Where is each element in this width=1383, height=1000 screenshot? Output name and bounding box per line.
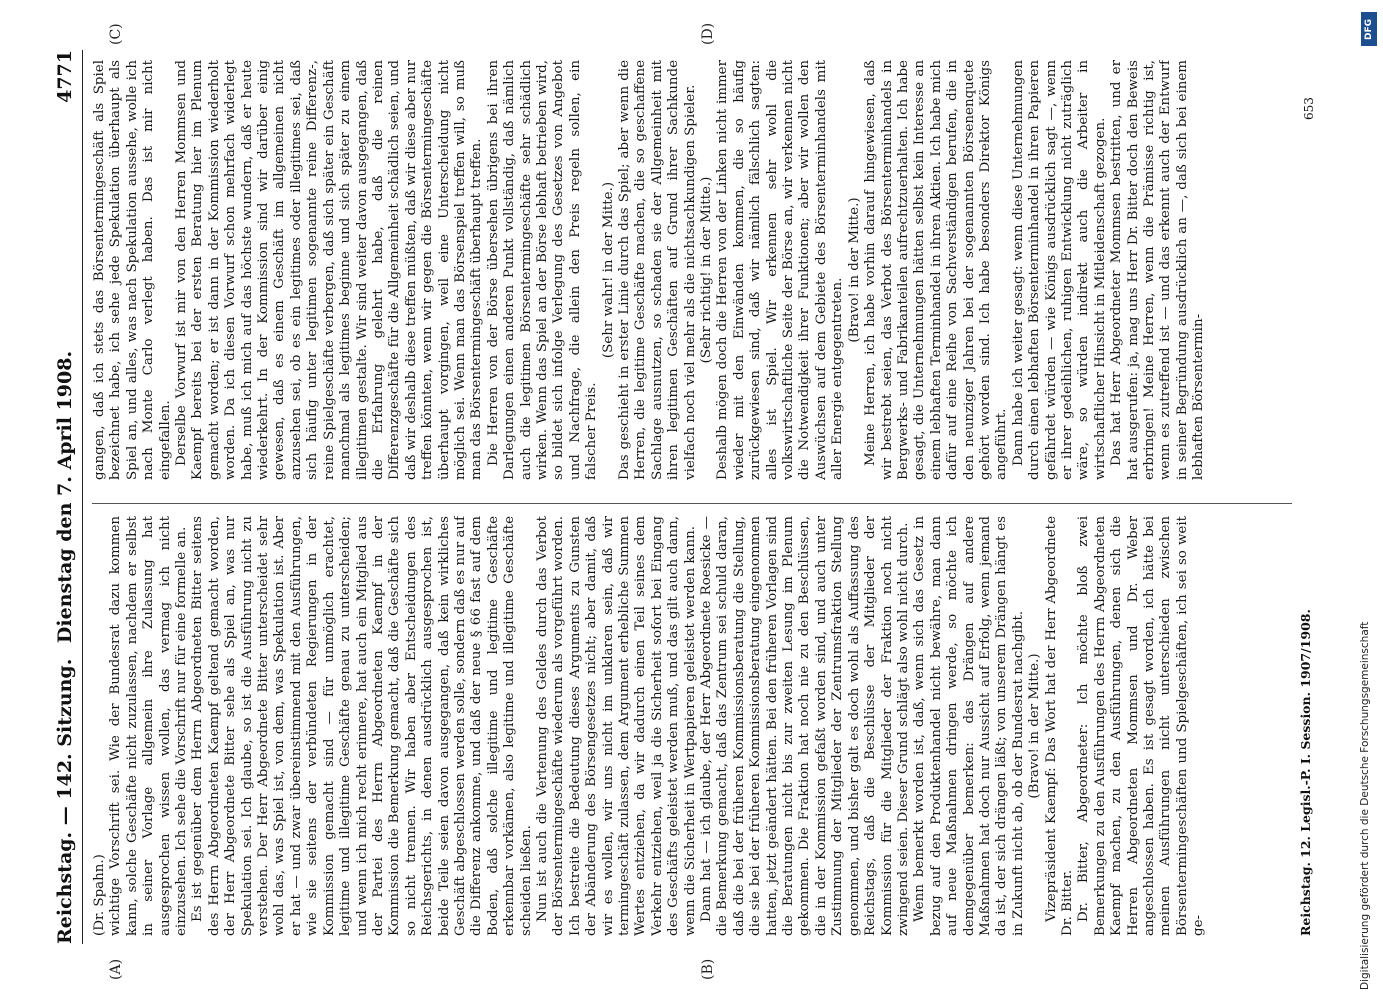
left-paragraph-2: Es ist gegenüber dem Herrn Abgeordneten Bitter seitens des Herrn Abgeordneten Kaempf geltend gemacht worden, der Herr Abgeordnete Bitter sehe als Spiel an, was nur Spekulation sei. Ich glaube, so ist die Ausführung nicht zu verstehen. Der Herr Abgeordnete Bitter unterscheidet sehr wohl das, was Spiel ist, von dem, was Spekulation ist. Aber er hat — und zwar übereinstimmend mit den Ausführungen, wie sie seitens der verbündeten Regierungen in der Kommission gemacht sind — für unmöglich erachtet, legitime und illegitime Geschäfte genau zu unterscheiden; und wenn ich mich recht erinnere, hat auch ein Mitglied aus der Partei des Herrn Abgeordneten Kaempf in der Kommission die Bemerkung gemacht, daß die Geschäfte sich so nicht trennen. Wir haben aber Entscheidungen des Reichsgerichts, in denen ausdrücklich ausgesprochen ist, beide Teile seien davon ausgegangen, daß kein wirkliches Geschäft abgeschlossen werden solle, sondern daß es nur auf die Differenz ankomme, und daß der neue § 66 fast auf dem Boden, daß solche illegitime und legitime Geschäfte erkennbar vorkämen, also legitime und illegitime Geschäfte scheiden ließen. bbox=[190, 516, 534, 936]
digitization-credit bbox=[1355, 6, 1383, 1000]
right-paragraph-8: Das hat Herr Abgeordneter Mommsen bestritten, und er hat ausgerufen: ja, mag uns Herr Dr. Bitter doch den Beweis erbringen! Meine Herren, wenn die Prämisse richtig ist, wenn es zutreffend ist — und das erkennt auch der Entwurf in seiner Begründung ausdrücklich an —, daß sich bei einem lebhaften Börsentermin- bbox=[1109, 60, 1207, 480]
credit-text: Digitalisierung gefördert durch die Deutsche Forschungsgemeinschaft bbox=[1359, 621, 1371, 990]
left-paragraph-3: Nun ist auch die Vertenung des Geldes durch das Verbot der Börsentermingeschäfte wiederum als vorgeführt worden. Ich bestreite die Bedeutung dieses Arguments zu Gunsten der Abänderung des Börsengesetzes nicht; aber damit, daß wir es wollen, wir uns nicht im unklaren sein, daß wir termingeschäft zulassen, dem Argument erhebliche Summen Wertes entziehen, da wir dadurch einen Teil seines dem Verkehr entziehen, weil ja die Sicherheit sofort bei Eingang des Geschäfts geleistet werden muß, und das gilt auch dann, wenn die Sicherheit in Wertpapieren geleistet werden kann. bbox=[534, 516, 698, 936]
right-column bbox=[92, 60, 1292, 480]
bitter-speech-intro: Dr. Bitter, Abgeordneter: Ich möchte bloß zwei Bemerkungen zu den Ausführungen des Herrn Abgeordneten Kaempf machen, zu den Ausführungen, denen sich die Herren Abgeordneten Mommsen und Dr. Weber angeschlossen haben. Es ist gesagt worden, ich hätte bei meinen Ausführungen nicht unterschieden zwischen Börsentermingeschäften und Spielgeschäften, ich sei so weit ge- bbox=[1076, 516, 1207, 936]
interjection-3: (Bravo! in der Mitte.) bbox=[846, 197, 862, 343]
right-paragraph-6: Meine Herren, ich habe vorhin darauf hingewiesen, daß wir bestrebt seien, das Verbot des Börsenterminhandels in Bergwerks- und Fabrikanteilen aufrechtzuerhalten. Ich habe gesagt, die Unternehmungen hätten selbst kein Interesse an einem lebhaften Terminhandel in ihren Aktien. Ich habe mich dafür auf eine Reihe von Sachverständigen berufen, die in den neunziger Jahren bei der sogenannten Börsenenquete gehört worden sind. Ich habe besonders Direktor Königs angeführt. bbox=[863, 60, 1010, 480]
left-paragraph-4: Dann hat — ich glaube, der Herr Abgeordnete Roesicke — die Bemerkung gemacht, daß das Zentrum sei schuld daran, daß die bei der früheren Kommissionsberatung die Stellung, die sie bei der früheren Kommissionsberatung eingenommen hatten, jetzt geändert hätten. Bei den früheren Vorlagen sind die Beratungen nicht bis zur zweiten Lesung im Plenum gekommen. Die Fraktion hat noch nie zu den Beschlüssen, die in der Kommission gefaßt worden sind, und auch unter Zustimmung der Mitglieder der Zentrumsfraktion Stellung genommen, und bisher galt es doch wohl als Auffassung des Reichstags, daß die Beschlüsse der Mitglieder der Kommission für die Mitglieder der Fraktion noch nicht zwingend seien. Dieser Grund schlägt also wohl nicht durch. bbox=[699, 516, 911, 936]
president-announcement: Vizepräsident Kaempf: Das Wort hat der Herr Abgeordnete Dr. Bitter. bbox=[1043, 516, 1075, 936]
interjection-2: (Sehr richtig! in der Mitte.) bbox=[699, 176, 715, 364]
left-column bbox=[92, 516, 1292, 936]
margin-mark-d: (D) bbox=[700, 22, 716, 45]
header-page-number: 4771 bbox=[54, 50, 76, 103]
right-paragraph-7: Dann habe ich weiter gesagt: wenn diese Unternehmungen durch einen lebhaften Börsenterminhandel in ihren Papieren gefährdet würden — wie Königs ausdrücklich sagt —, wenn er ihrer gedeihlichen, ruhigen Entwicklung nicht zuträglich wäre, so würden indirekt auch die Arbeiter in wirtschaftlicher Hinsicht in Mitleidenschaft gezogen. bbox=[1010, 60, 1108, 480]
page-header bbox=[48, 50, 83, 944]
column-divider bbox=[92, 503, 1292, 504]
left-paragraph-1: wichtige Vorschrift sei. Wie der Bundesrat dazu kommen kann, solche Geschäfte nicht zuzulassen, nachdem er selbst in seiner Vorlage allgemein ihre Zulassung hat ausgesprochen wissen wollen, das vermag ich nicht einzusehen. Ich sehe die Vorschrift nur für eine formelle an. bbox=[108, 516, 190, 936]
right-paragraph-2: Derselbe Vorwurf ist mir von den Herren Mommsen und Kaempf bereits bei der ersten Beratung hier im Plenum gemacht worden; er ist dann in der Kommission wiederholt worden. Da ich diesen Vorwurf schon mehrfach widerlegt habe, muß ich mich auf das höchste wundern, daß er heute wiederkehrt. In der Kommission sind wir darüber einig gewesen, daß es einem Geschäft im allgemeinen nicht anzusehen sei, ob es ein legitimes oder illegitimes sei, daß sich häufig unter legitimen sogenannte reine Differenz-, reine Spielgeschäfte verbergen, daß sich später ein Geschäft manchmal als legitimes beginne und sich später zu einem illegitimen gestalte. Wir sind weiter davon ausgegangen, daß die Erfahrung gelehrt habe, daß die reinen Differenzgeschäfte für die Allgemeinheit schädlich seien, und daß wir deshalb diese treffen müßten, daß wir diese aber nur treffen könnten, wenn wir gegen die Börsentermingeschäfte überhaupt vorgingen, weil eine Unterscheidung nicht möglich sei. Wenn man das Börsenspiel treffen will, so muß man das Börsentermingeschäft überhaupt treffen. bbox=[174, 60, 485, 480]
header-date: Dienstag den 7. April 1908. bbox=[54, 350, 76, 644]
right-paragraph-5: Deshalb mögen doch die Herren von der Linken nicht immer wieder mit den Einwänden kommen, die so häufig zurückgewiesen sind, daß wir nämlich fälschlich sagten: alles ist Spiel. Wir erkennen sehr wohl die volkswirtschaftliche Seite der Börse an, wir verkennen nicht die Notwendigkeit ihrer Funktionen; aber wir wollen den Auswüchsen auf dem Gebiete des Börsenterminhandels mit aller Energie entgegentreten. bbox=[715, 60, 846, 480]
margin-mark-a: (A) bbox=[108, 958, 124, 980]
margin-mark-b: (B) bbox=[700, 958, 716, 980]
applause-note: (Bravo! in der Mitte.) bbox=[1027, 653, 1043, 799]
footer-session: Reichstag. 12. Legisl.-P. I. Session. 1907/1908. bbox=[1298, 609, 1313, 936]
speaker-tag: (Dr. Spahn.) bbox=[92, 854, 107, 936]
interjection-1: (Sehr wahr! in der Mitte.) bbox=[600, 181, 616, 359]
margin-mark-c: (C) bbox=[108, 23, 124, 45]
right-paragraph-3: Die Herren von der Börse übersehen übrigens bei ihren Darlegungen einen anderen Punkt vollständig, daß nämlich auch die legitimen Börsentermingeschäfte sehr schädlich wirken. Wenn das Spiel an der Börse lebhaft betrieben wird, so bildet sich infolge Verlegung des Gesetzes von Angebot und Nachfrage, die allein den Preis regeln sollen, ein falscher Preis. bbox=[485, 60, 600, 480]
dfg-logo-badge: DFG bbox=[1361, 12, 1377, 46]
right-paragraph-1: gangen, daß ich stets das Börsentermingeschäft als Spiel bezeichnet habe, ich sehe jede Spekulation überhaupt als Spiel an, und alles, was nach Spekulation aussehe, wolle ich nach Monte Carlo verlegt haben. Das ist mir nicht eingefallen. bbox=[92, 60, 173, 480]
left-paragraph-5: Wenn bemerkt worden ist, daß, wenn sich das Gesetz in bezug auf den Produktenhandel nicht bewähre, man dann auf neue Maßnahmen dringen werde, so möchte ich demgegenüber bemerken: das Drängen auf andere Maßnahmen hat doch nur Aussicht auf Erfolg, wenn jemand da ist, der sich drängen läßt; von unserem Drängen hängt es in Zukunft nicht ab, ob der Bundesrat nachgibt. bbox=[912, 516, 1026, 936]
footer-page-number: 653 bbox=[1302, 97, 1316, 120]
header-left: Reichstag. — 142. Sitzung. bbox=[54, 658, 76, 944]
right-paragraph-4: Das geschieht in erster Linie durch das Spiel; aber wenn die Herren, die legitime Geschäfte machen, die so geschaffene Sachlage ausnutzen, so schaden sie der Allgemeinheit mit ihren legitimen Geschäften auf Grund ihrer Sachkunde vielfach noch viel mehr als die nichtsachkundigen Spieler. bbox=[617, 60, 698, 480]
